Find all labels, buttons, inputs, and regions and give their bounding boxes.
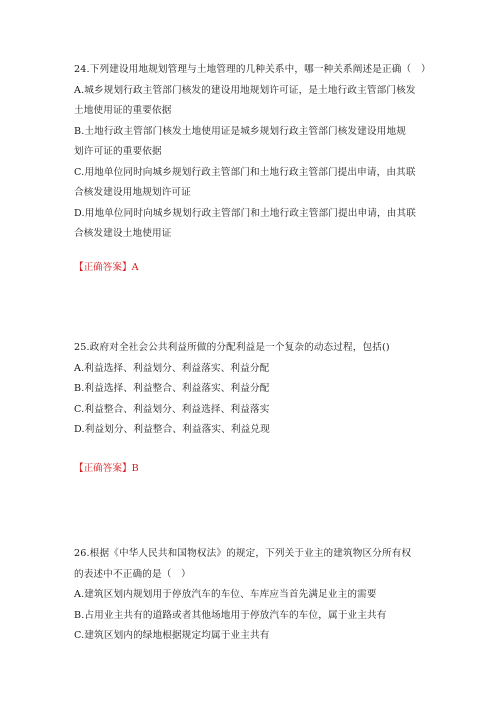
question-24-option-a-line-2: 土地使用证的重要依据	[74, 105, 172, 116]
question-25	[74, 338, 450, 441]
answer-value: A	[131, 262, 139, 273]
question-25-option-b: B.利益选择、利益整合、利益落实、利益分配	[74, 383, 270, 394]
question-24	[74, 60, 450, 245]
question-24-option-d-line-2: 合核发建设土地使用证	[74, 228, 172, 239]
question-26-option-a: A.建筑区划内规划用于停放汽车的车位、车库应当首先满足业主的需要	[74, 589, 377, 600]
question-24-stem: 24.下列建设用地规划管理与土地管理的几种关系中，哪一种关系阐述是正确（ ）	[74, 64, 431, 75]
question-26-stem-line-2: 的表述中不正确的是（ ）	[74, 568, 191, 580]
answer-label: 【正确答案】	[74, 262, 132, 273]
question-24-option-b-line-1: B.土地行政主管部门核发土地使用证是城乡规划行政主管部门核发建设用地规	[74, 125, 406, 137]
answer-label: 【正确答案】	[74, 463, 132, 474]
question-25-option-c: C.利益整合、利益划分、利益选择、利益落实	[74, 403, 270, 415]
question-26-option-b: B.占用业主共有的道路或者其他场地用于停放汽车的车位，属于业主共有	[74, 609, 387, 621]
question-25-stem: 25.政府对全社会公共利益所做的分配利益是一个复杂的动态过程，包括()	[74, 342, 390, 353]
question-24-option-a-line-1: A.城乡规划行政主管部门核发的建设用地规划许可证，是土地行政主管部门核发	[74, 84, 416, 96]
question-25-option-d: D.利益划分、利益整合、利益落实、利益兑现	[74, 424, 270, 435]
question-25-answer	[74, 462, 139, 476]
question-26-option-c: C.建筑区划内的绿地根据规定均属于业主共有	[74, 630, 270, 641]
question-26	[74, 544, 450, 647]
question-26-stem-line-1: 26.根据《中华人民共和国物权法》的规定，下列关于业主的建筑物区分所有权	[74, 548, 412, 559]
answer-value: B	[131, 463, 139, 474]
question-24-option-c-line-2: 合核发建设用地规划许可证	[74, 187, 191, 198]
question-24-option-c-line-1: C.用地单位同时向城乡规划行政主管部门和土地行政主管部门提出申请，由其联	[74, 166, 416, 178]
question-24-option-b-line-2: 划许可证的重要依据	[74, 146, 162, 157]
question-24-answer	[74, 261, 139, 275]
question-25-option-a: A.利益选择、利益划分、利益落实、利益分配	[74, 362, 270, 374]
question-24-option-d-line-1: D.用地单位同时向城乡规划行政主管部门和土地行政主管部门提出申请，由其联	[74, 207, 416, 219]
